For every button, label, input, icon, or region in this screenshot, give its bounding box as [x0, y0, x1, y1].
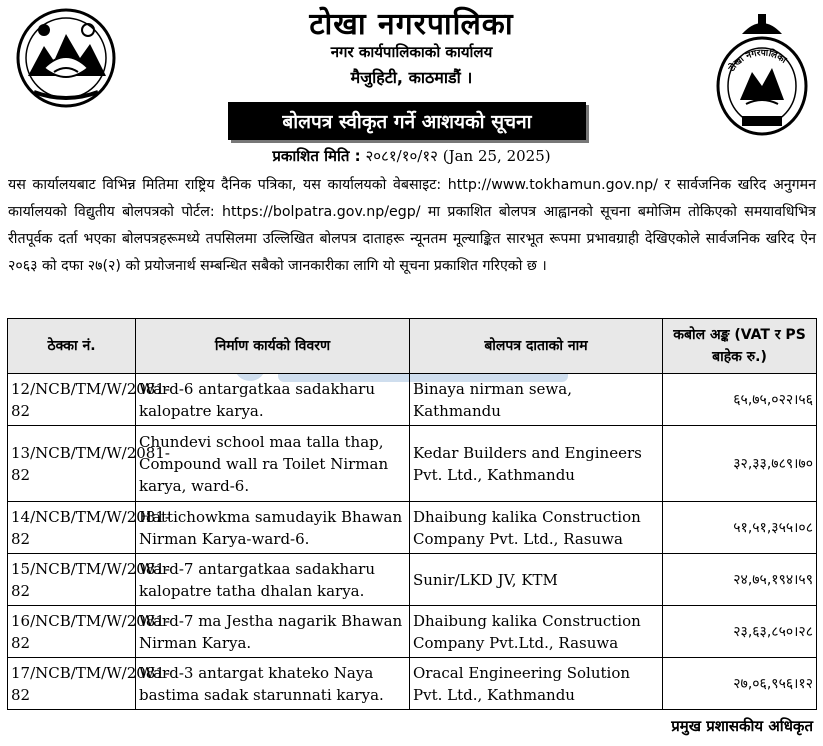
table-row [8, 606, 817, 658]
publication-date [0, 146, 823, 166]
office-address: मैजुहिटी, काठमाडौं । [350, 68, 473, 87]
bid-amount: ३२,३३,७८९।७० [663, 426, 817, 502]
bid-amount: २४,७५,१९४।५९ [663, 554, 817, 606]
contract-no: 17/NCB/TM/W/2081-82 [8, 658, 136, 710]
header-bid-amount: कबोल अङ्क (VAT र PS बाहेक रु.) [663, 319, 817, 374]
table-row [8, 426, 817, 502]
header-bidder-name: बोलपत्र दाताको नाम [410, 319, 663, 374]
work-description: Ward-7 antargatkaa sadakharu kalopatre tatha dhalan karya. [136, 554, 410, 606]
tokha-municipality-seal-icon [712, 8, 812, 138]
contract-no: 13/NCB/TM/W/2081-82 [8, 426, 136, 502]
contract-no: 14/NCB/TM/W/2081-82 [8, 502, 136, 554]
date-label: प्रकाशित मिति : [272, 147, 361, 165]
table-row [8, 554, 817, 606]
work-description: Ward-3 antargat khateko Naya bastima sadak starunnati karya. [136, 658, 410, 710]
table-header-row [8, 319, 817, 374]
svg-text:टोखा नगरपालिका [725, 47, 788, 75]
table-row [8, 658, 817, 710]
work-description: Chundevi school maa talla thap, Compound wall ra Toilet Nirman karya, ward-6. [136, 426, 410, 502]
date-value: २०८१/१०/१२ (Jan 25, 2025) [365, 147, 551, 165]
signatory-title: प्रमुख प्रशासकीय अधिकृत [671, 717, 813, 735]
bid-amount: ५१,५१,३५५।०८ [663, 502, 817, 554]
work-description: Ward-6 antargatkaa sadakharu kalopatre karya. [136, 374, 410, 426]
notice-body: यस कार्यालयबाट विभिन्न मितिमा राष्ट्रिय दैनिक पत्रिका, यस कार्यालयको वेबसाइट: http://www.tokhamun.gov.np/ र सार्वजनिक खरिद अनुगमन कार्यालयको विद्युतीय बोलपत्रको पोर्टल: https://bolpatra.gov.np/egp/ मा प्रकाशित बोलपत्र आह्वानको सूचना बमोजिम तोकिएको समयावधिभित्र रीतपूर्वक दर्ता भएका बोलपत्रहरूमध्ये तपसिलमा उल्लिखित बोलपत्र दाताहरू न्यूनतम मूल्याङ्कित सारभूत रूपमा प्रभावग्राही देखिएकोले सार्वजनिक खरिद ऐन २०६३ को दफा २७(२) को प्रयोजनार्थ सम्बन्धित सबैको जानकारीका लागि यो सूचना प्रकाशित गरिएको छ । [8, 177, 816, 274]
bid-amount: २७,०६,९५६।१२ [663, 658, 817, 710]
work-description: Hattichowkma samudayik Bhawan Nirman Karya-ward-6. [136, 502, 410, 554]
seal-text: टोखा नगरपालिका [727, 48, 788, 74]
bidder-name: Dhaibung kalika Construction Company Pvt.Ltd., Rasuwa [410, 606, 663, 658]
bid-table [7, 318, 817, 710]
work-description: Ward-7 ma Jestha nagarik Bhawan Nirman Karya. [136, 606, 410, 658]
table-row [8, 374, 817, 426]
bid-amount: ६५,७५,०२२।५६ [663, 374, 817, 426]
contract-no: 16/NCB/TM/W/2081-82 [8, 606, 136, 658]
contract-no: 15/NCB/TM/W/2081-82 [8, 554, 136, 606]
bid-amount: २३,६३,८५०।२८ [663, 606, 817, 658]
header-contract-no: ठेक्का नं. [8, 319, 136, 374]
bidder-name: Oracal Engineering Solution Pvt. Ltd., Kathmandu [410, 658, 663, 710]
bidder-name: Sunir/LKD JV, KTM [410, 554, 663, 606]
notice-title: बोलपत्र स्वीकृत गर्ने आशयको सूचना [228, 102, 586, 140]
header-work-description: निर्माण कार्यको विवरण [136, 319, 410, 374]
table-row [8, 502, 817, 554]
bidder-name: Kedar Builders and Engineers Pvt. Ltd., Kathmandu [410, 426, 663, 502]
bidder-name: Binaya nirman sewa, Kathmandu [410, 374, 663, 426]
municipality-name: टोखा नगरपालिका [309, 7, 514, 42]
office-name: नगर कार्यपालिकाको कार्यालय [330, 43, 493, 61]
bidder-name: Dhaibung kalika Construction Company Pvt. Ltd., Rasuwa [410, 502, 663, 554]
contract-no: 12/NCB/TM/W/2081-82 [8, 374, 136, 426]
notice-header [0, 0, 823, 165]
